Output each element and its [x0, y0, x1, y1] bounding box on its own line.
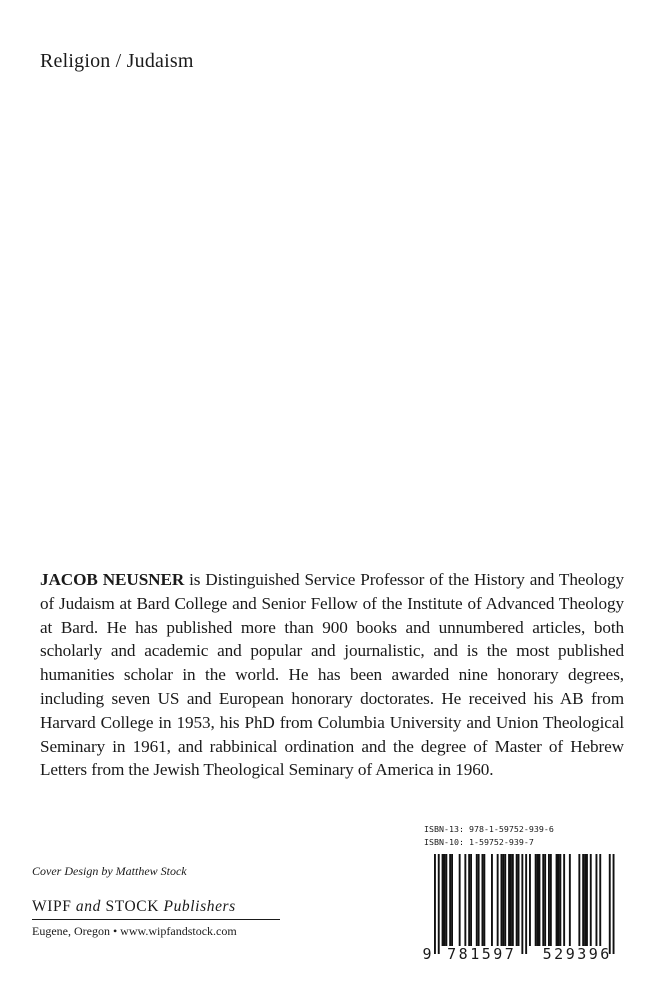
isbn-13: ISBN-13: 978-1-59752-939-6	[424, 824, 554, 834]
barcode-bar	[521, 854, 523, 954]
barcode-bar	[483, 854, 485, 946]
barcode-bar	[438, 854, 440, 954]
barcode-bar	[590, 854, 592, 946]
barcode-lead-digit: 9	[422, 945, 432, 963]
barcode-bar	[464, 854, 466, 946]
barcode-bar	[445, 854, 447, 946]
barcode-bar	[586, 854, 588, 946]
barcode-bar	[544, 854, 546, 946]
barcode-bar	[542, 854, 544, 946]
barcode-bar	[558, 854, 560, 946]
barcode-bar	[539, 854, 541, 946]
barcode-bar	[563, 854, 565, 946]
barcode-bar	[491, 854, 493, 946]
barcode-bar	[582, 854, 584, 946]
publisher-name-part2: STOCK	[105, 898, 160, 915]
barcode-bar	[468, 854, 470, 946]
barcode-bar	[537, 854, 539, 946]
barcode-bar	[559, 854, 561, 946]
barcode-bar	[556, 854, 558, 946]
barcode-bar	[508, 854, 510, 946]
barcode-bar	[578, 854, 580, 946]
barcode-bar	[518, 854, 520, 946]
barcode-bar	[569, 854, 571, 946]
author-bio	[40, 568, 624, 782]
barcode-bar	[444, 854, 446, 946]
author-name: JACOB NEUSNER	[40, 570, 185, 589]
barcode-bar	[548, 854, 550, 946]
barcode-bar	[584, 854, 586, 946]
barcode-bar	[516, 854, 518, 946]
barcode-bar	[451, 854, 453, 946]
barcode-bar	[478, 854, 480, 946]
category-label: Religion / Judaism	[40, 50, 194, 72]
barcode-bar	[512, 854, 514, 946]
barcode-bar	[529, 854, 531, 946]
barcode-bar	[613, 854, 615, 954]
barcode-bar	[434, 854, 436, 954]
cover-design-credit: Cover Design by Matthew Stock	[32, 864, 187, 878]
publisher-name	[32, 898, 280, 920]
barcode-left-digits: 781597	[447, 945, 517, 963]
isbn-10: ISBN-10: 1-59752-939-7	[424, 837, 534, 847]
publisher-name-part1: WIPF	[32, 898, 72, 915]
barcode-bar	[510, 854, 512, 946]
barcode-bar	[550, 854, 552, 946]
barcode-bar	[502, 854, 504, 946]
publisher-location: Eugene, Oregon • www.wipfandstock.com	[32, 924, 237, 938]
barcode-bar	[596, 854, 598, 946]
barcode-bar	[599, 854, 601, 946]
barcode-bar	[476, 854, 478, 946]
barcode-bar	[535, 854, 537, 946]
barcode-bar	[442, 854, 444, 946]
publisher-name-part3: Publishers	[163, 898, 236, 915]
barcode-digits	[420, 946, 625, 962]
isbn-block	[420, 823, 628, 962]
barcode-bar	[504, 854, 506, 946]
barcode-bar	[497, 854, 499, 946]
barcode-bar	[470, 854, 472, 946]
barcode-bar	[525, 854, 527, 954]
bio-text: is Distinguished Service Professor of the History and Theology of Judaism at Bard College and Senior Fellow of the Institute of Advanced Theology at Bard. He has published more than 900 books and unnumbered articles, both scholarly and academic and popular and journalistic, and is the most published humanities scholar in the world. He has been awarded nine honorary degrees, including seven US and European honorary doctorates. He received his AB from Harvard College in 1953, his PhD from Columbia University and Union Theological Seminary in 1961, and rabbinical ordination and the degree of Master of Hebrew Letters from the Jewish Theological Seminary of America in 1960.	[40, 570, 624, 780]
barcode	[420, 852, 625, 962]
barcode-bar	[609, 854, 611, 954]
barcode-bar	[459, 854, 461, 946]
barcode-bar	[449, 854, 451, 946]
barcode-bar	[482, 854, 484, 946]
barcode-right-digits: 529396	[542, 945, 612, 963]
barcode-bar	[501, 854, 503, 946]
publisher-name-and: and	[75, 898, 101, 915]
publisher-block	[32, 898, 280, 939]
